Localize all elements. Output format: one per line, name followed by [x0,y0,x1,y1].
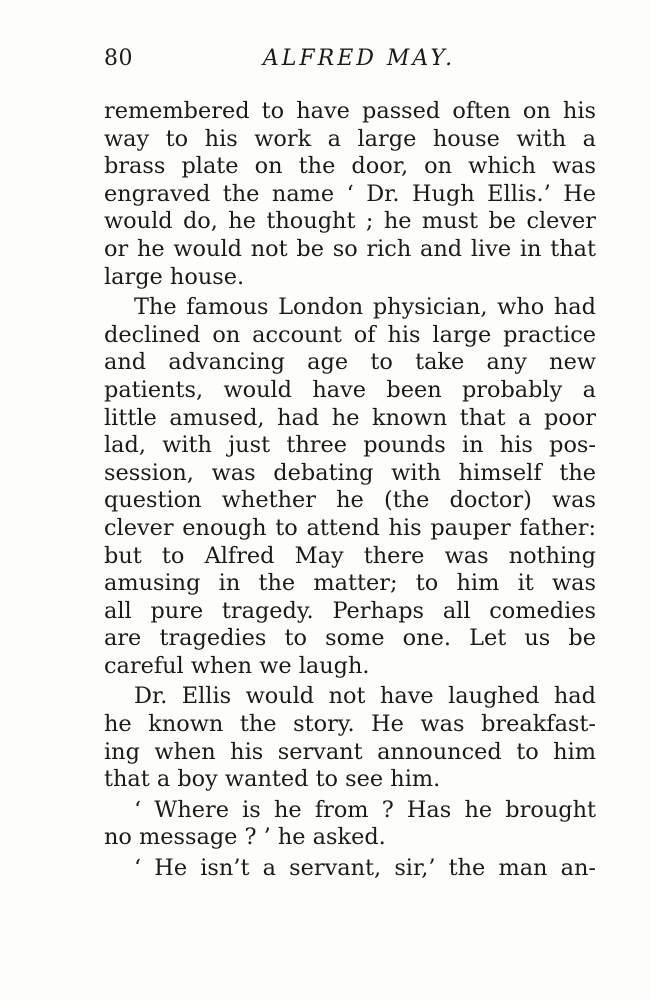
text-line: clever enough to attend his pauper father: [104,514,596,541]
paragraph-2 [104,294,596,680]
text-line: brass plate on the door, on which was [104,153,596,180]
paragraph-4 [104,797,596,852]
body-text [104,98,596,883]
text-line: and advancing age to take any new [104,349,596,376]
text-line: but to Alfred May there was nothing [104,542,596,569]
text-line: no message ? ’ he asked. [104,824,386,851]
running-head [104,46,594,78]
text-line: all pure tragedy. Perhaps all comedies [104,597,596,624]
text-line: patients, would have been probably a [104,376,596,403]
text-line: The famous London physician, who had [134,294,596,321]
text-line: he known the story. He was breakfast- [104,711,596,738]
text-line: question whether he (the doctor) was [104,487,596,514]
text-line: remembered to have passed often on his [104,98,596,124]
text-line: are tragedies to some one. Let us be [104,625,596,652]
paragraph-5 [104,855,596,883]
text-line: declined on account of his large practice [104,321,596,348]
text-line: that a boy wanted to see him. [104,766,441,793]
paragraph-1 [104,98,596,291]
text-line: amusing in the matter; to him it was [104,570,596,597]
text-line: little amused, had he known that a poor [104,404,596,431]
text-line: engraved the name ‘ Dr. Hugh Ellis.’ He [104,180,596,207]
text-line: Dr. Ellis would not have laughed had [134,683,596,710]
text-line: ‘ He isn’t a servant, sir,’ the man an- [134,855,596,882]
text-line: session, was debating with himself the [104,459,596,486]
paragraph-3 [104,683,596,793]
page-number: 80 [104,46,133,71]
text-line: ‘ Where is he from ? Has he brought [134,796,596,823]
text-line: way to his work a large house with a [104,125,596,152]
text-line: would do, he thought ; he must be clever [104,208,596,235]
text-line: lad, with just three pounds in his pos- [104,432,596,459]
text-line: careful when we laugh. [104,652,370,679]
text-line: or he would not be so rich and live in that [104,235,596,262]
text-line: large house. [104,263,245,290]
text-line: ing when his servant announced to him [104,738,596,765]
running-title: ALFRED MAY. [262,46,456,71]
